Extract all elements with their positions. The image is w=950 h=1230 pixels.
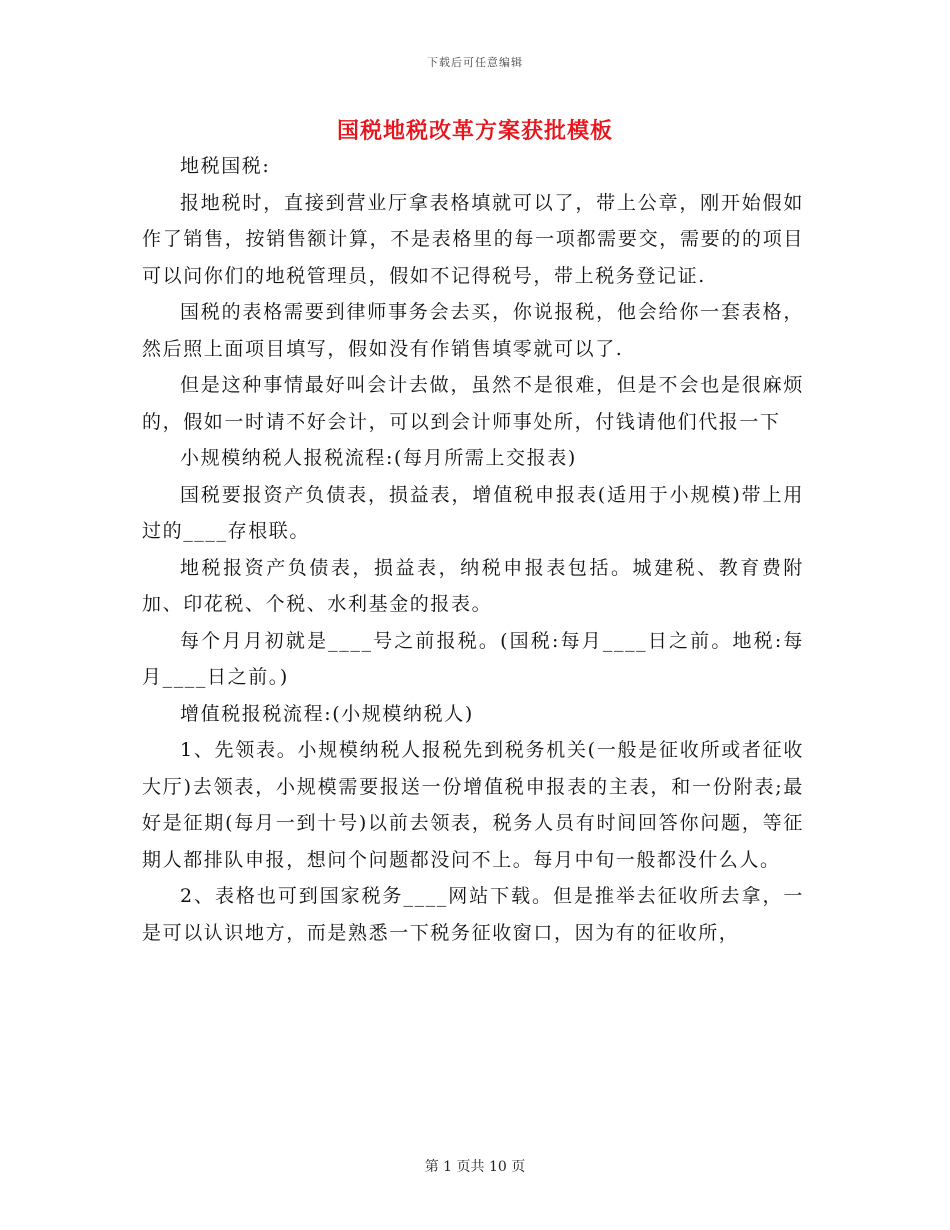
paragraph: 但是这种事情最好叫会计去做，虽然不是很难，但是不会也是很麻烦的，假如一时请不好会计，可以到会计师事处所，付钱请他们代报一下 <box>142 374 804 433</box>
paragraph: 小规模纳税人报税流程:(每月所需上交报表) <box>180 447 577 469</box>
paragraph: 国税要报资产负债表，损益表，增值税申报表(适用于小规模)带上用过的____存根联。 <box>142 483 804 542</box>
paragraph: 地税报资产负债表，损益表，纳税申报表包括。城建税、教育费附加、印花税、个税、水利基金的报表。 <box>142 556 804 615</box>
paragraph: 国税的表格需要到律师事务会去买，你说报税，他会给你一套表格，然后照上面项目填写，假如没有作销售填零就可以了. <box>142 301 804 360</box>
paragraph: 1、先领表。小规模纳税人报税先到税务机关(一般是征收所或者征收大厅)去领表，小规模需要报送一份增值税申报表的主表，和一份附表;最好是征期(每月一到十号)以前去领表，税务人员有时间回答你问题，等征期人都排队申报，想问个问题都没问不上。每月中旬一般都没什么人。 <box>142 739 804 871</box>
paragraph: 地税国税: <box>180 155 271 177</box>
paragraph: 报地税时，直接到营业厅拿表格填就可以了，带上公章，刚开始假如作了销售，按销售额计算，不是表格里的每一项都需要交，需要的的项目可以问你们的地税管理员，假如不记得税号，带上税务登记证. <box>142 191 804 287</box>
document-body <box>142 148 804 951</box>
document-title: 国税地税改革方案获批模板 <box>336 118 613 144</box>
paragraph: 增值税报税流程:(小规模纳税人) <box>180 702 474 725</box>
header-note: 下载后可任意编辑 <box>427 56 523 69</box>
page-number: 第 1 页共 10 页 <box>424 1159 526 1175</box>
paragraph: 每个月月初就是____号之前报税。(国税:每月____日之前。地税:每月____日之前。) <box>142 629 804 688</box>
paragraph: 2、表格也可到国家税务____网站下载。但是推举去征收所去拿，一是可以认识地方，而是熟悉一下税务征收窗口，因为有的征收所， <box>142 885 804 944</box>
